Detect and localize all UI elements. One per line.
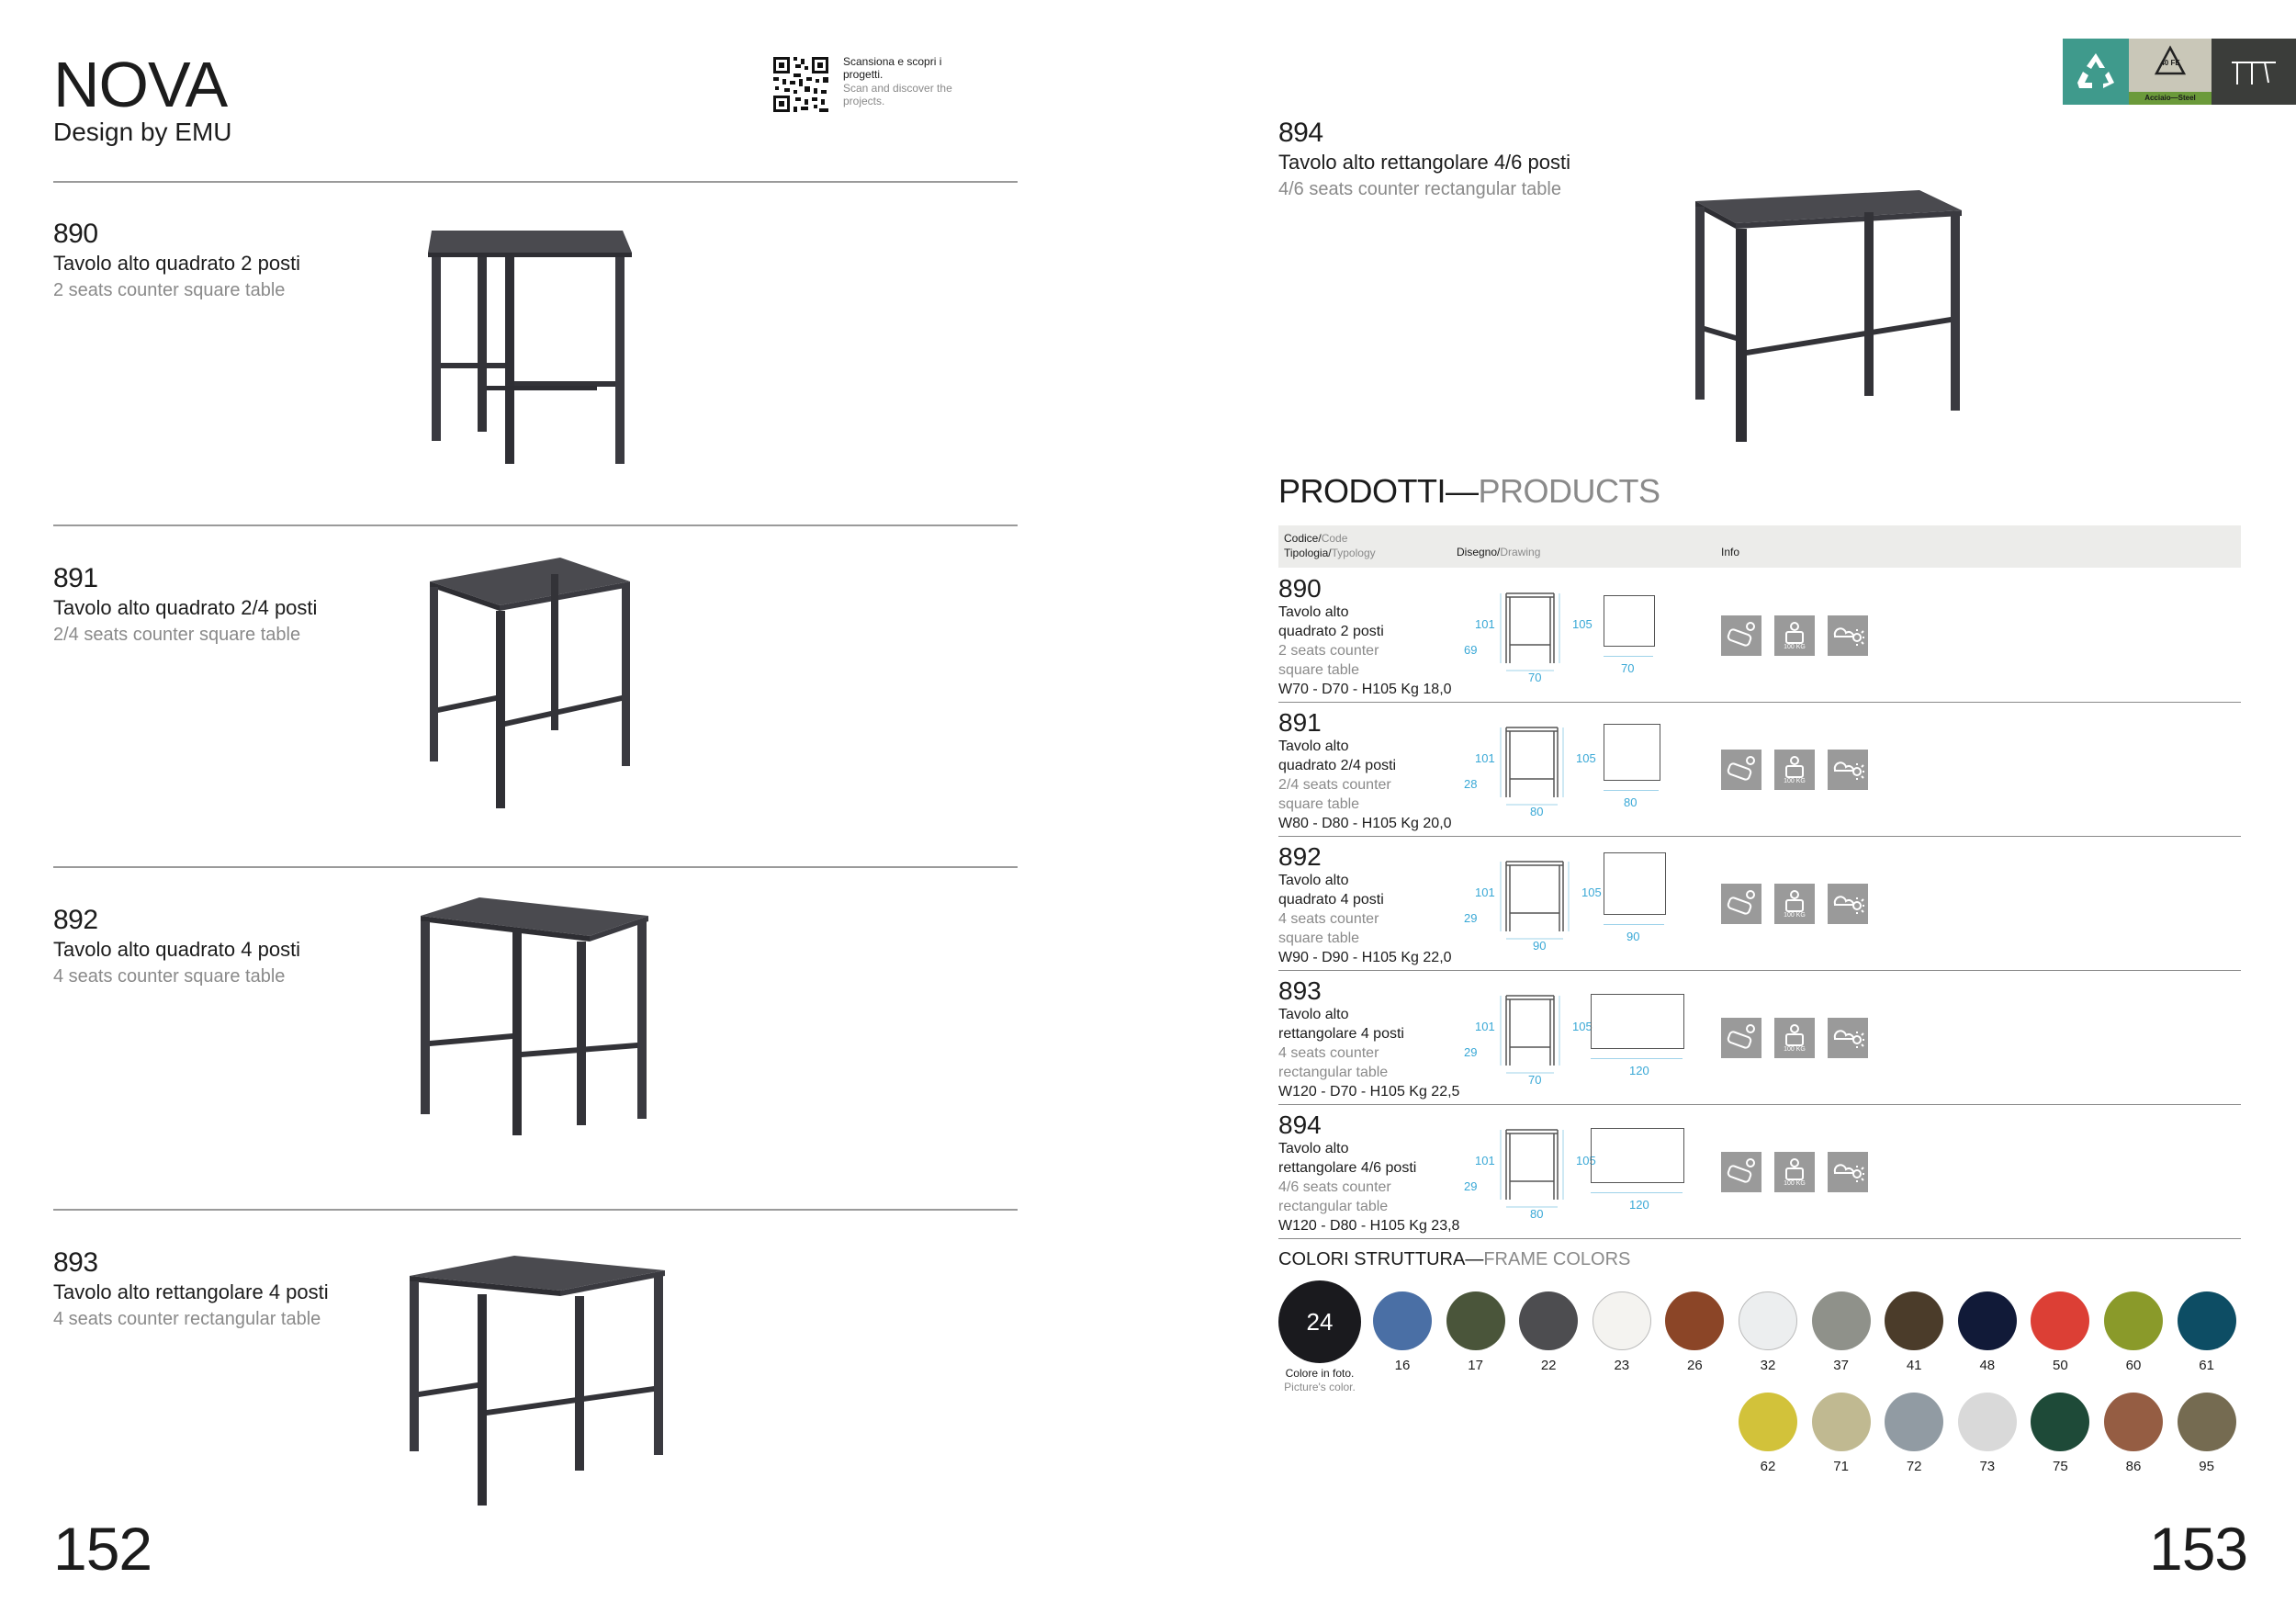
- header-type-en: Typology: [1331, 547, 1376, 559]
- dimension-width: 70: [1528, 671, 1542, 684]
- dimension-height: 105: [1576, 1154, 1596, 1167]
- color-number: 72: [1906, 1459, 1922, 1474]
- dimension-low: 29: [1464, 1179, 1478, 1193]
- color-number: 48: [1979, 1358, 1996, 1373]
- color-number: 32: [1760, 1358, 1776, 1373]
- product-specs: W80 - D80 - H105 Kg 20,0: [1278, 816, 1452, 831]
- title-separator: —: [1446, 472, 1479, 510]
- color-number: 73: [1979, 1459, 1996, 1474]
- product-specs: W120 - D70 - H105 Kg 22,5: [1278, 1084, 1460, 1100]
- row-divider: [1278, 702, 2241, 703]
- dimension-top: 101: [1475, 617, 1495, 631]
- header-drawing-en: Drawing: [1500, 546, 1541, 558]
- products-title-en: PRODUCTS: [1478, 472, 1660, 510]
- color-swatch[interactable]: [2104, 1393, 2163, 1451]
- product-code: 892: [1278, 842, 1322, 871]
- product-name-en: square table: [1278, 930, 1360, 946]
- divider: [53, 866, 1018, 868]
- product-name-it: quadrato 2 posti: [1278, 624, 1384, 639]
- product-row: [1278, 570, 2241, 704]
- header-drawing-it: Disegno/: [1457, 546, 1501, 558]
- color-swatch[interactable]: [1958, 1393, 2017, 1451]
- dimension-height: 105: [1576, 751, 1596, 765]
- clean-icon: [1721, 1152, 1761, 1192]
- color-swatch[interactable]: [1593, 1291, 1651, 1350]
- product-code: 891: [1278, 708, 1322, 737]
- plan-drawing: [1604, 852, 1666, 915]
- color-swatch[interactable]: [2178, 1291, 2236, 1350]
- elevation-drawing: [1499, 720, 1572, 812]
- header-type-it: Tipologia/: [1284, 547, 1332, 559]
- product-name-en: rectangular table: [1278, 1065, 1389, 1080]
- dimension-low: 69: [1464, 643, 1478, 657]
- divider: [53, 1209, 1018, 1211]
- item-code: 892: [53, 905, 98, 935]
- product-specs: W90 - D90 - H105 Kg 22,0: [1278, 950, 1452, 965]
- qr-caption-en: Scan and discover the projects.: [843, 82, 952, 107]
- dimension-height: 105: [1581, 885, 1602, 899]
- clean-icon: [1721, 884, 1761, 924]
- title-separator: —: [1465, 1249, 1484, 1269]
- color-number: 75: [2053, 1459, 2068, 1474]
- color-swatch[interactable]: [1519, 1291, 1578, 1350]
- product-name-en: square table: [1278, 662, 1360, 678]
- item-name-it: Tavolo alto quadrato 2 posti: [53, 252, 301, 275]
- clean-icon: [1721, 615, 1761, 656]
- product-row: [1278, 972, 2241, 1106]
- featured-color-swatch[interactable]: [1278, 1280, 1361, 1363]
- header-code-it: Codice/: [1284, 532, 1322, 545]
- products-title: [1278, 472, 1660, 511]
- dimension-height: 105: [1572, 617, 1593, 631]
- product-name-en: 2/4 seats counter: [1278, 777, 1391, 793]
- elevation-drawing: [1499, 586, 1572, 678]
- colors-title-it: COLORI STRUTTURA: [1278, 1249, 1466, 1269]
- row-divider: [1278, 970, 2241, 971]
- color-swatch[interactable]: [1446, 1291, 1505, 1350]
- list-item: [53, 563, 317, 646]
- product-name-it: Tavolo alto: [1278, 1007, 1349, 1022]
- product-name-it: Tavolo alto: [1278, 1141, 1349, 1156]
- colors-title-en: FRAME COLORS: [1483, 1249, 1631, 1269]
- product-specs: W70 - D70 - H105 Kg 18,0: [1278, 682, 1452, 697]
- product-code: 890: [1278, 574, 1322, 603]
- dimension-top: 101: [1475, 885, 1495, 899]
- item-name-en: 2/4 seats counter square table: [53, 625, 301, 645]
- color-swatch[interactable]: [1812, 1291, 1871, 1350]
- list-item: [53, 905, 300, 987]
- dimension-depth: 80: [1624, 795, 1638, 809]
- dimension-width: 70: [1528, 1073, 1542, 1087]
- weather-icon: [1828, 884, 1868, 924]
- weight-label: 100 KG: [1784, 778, 1806, 784]
- page-number: 153: [2149, 1515, 2248, 1583]
- plan-dimension-line: [1604, 924, 1664, 925]
- plan-drawing: [1591, 994, 1684, 1049]
- clean-icon: [1721, 750, 1761, 790]
- product-name-it: quadrato 2/4 posti: [1278, 758, 1397, 773]
- color-number: 62: [1760, 1459, 1776, 1474]
- qr-caption-it: Scansiona e scopri i progetti.: [843, 55, 942, 81]
- product-row: [1278, 1106, 2241, 1240]
- products-table: [1278, 570, 2241, 1240]
- table-icon: [2212, 39, 2296, 105]
- plan-drawing: [1604, 724, 1660, 781]
- featured-color-caption-en: Picture's color.: [1284, 1381, 1356, 1393]
- product-code: 893: [1278, 976, 1322, 1005]
- dimension-width: 80: [1530, 1207, 1544, 1221]
- item-name-it: Tavolo alto rettangolare 4 posti: [53, 1280, 329, 1303]
- dimension-height: 105: [1572, 1020, 1593, 1033]
- product-name-en: rectangular table: [1278, 1199, 1389, 1214]
- weight-icon: [1774, 1152, 1815, 1192]
- featured-item: [1278, 118, 1570, 200]
- dimension-low: 29: [1464, 911, 1478, 925]
- table-image: [404, 1254, 670, 1511]
- brand-title: NOVA: [53, 49, 228, 120]
- product-row: [1278, 704, 2241, 838]
- dimension-depth: 90: [1626, 930, 1640, 943]
- product-name-it: Tavolo alto: [1278, 604, 1349, 620]
- dimension-top: 101: [1475, 1020, 1495, 1033]
- product-name-en: 4 seats counter: [1278, 911, 1379, 927]
- color-swatch[interactable]: [2031, 1291, 2089, 1350]
- item-code: 894: [1278, 118, 1323, 148]
- product-name-it: rettangolare 4/6 posti: [1278, 1160, 1417, 1176]
- elevation-drawing: [1499, 1122, 1572, 1214]
- dimension-low: 28: [1464, 777, 1478, 791]
- plan-drawing: [1604, 595, 1655, 647]
- item-name-en: 2 seats counter square table: [53, 280, 286, 300]
- color-swatch[interactable]: [2031, 1393, 2089, 1451]
- color-number: 26: [1687, 1358, 1703, 1373]
- item-name-it: Tavolo alto quadrato 2/4 posti: [53, 596, 318, 619]
- dimension-width: 90: [1533, 939, 1547, 953]
- color-number: 61: [2199, 1358, 2214, 1373]
- item-code: 891: [53, 563, 98, 593]
- product-name-en: 2 seats counter: [1278, 643, 1379, 659]
- weight-label: 100 KG: [1784, 1046, 1806, 1053]
- color-swatch[interactable]: [2104, 1291, 2163, 1350]
- item-name-en: 4 seats counter rectangular table: [53, 1309, 321, 1329]
- products-table-header: [1278, 525, 2241, 568]
- product-specs: W120 - D80 - H105 Kg 23,8: [1278, 1218, 1460, 1234]
- weight-icon: [1774, 750, 1815, 790]
- product-row: [1278, 838, 2241, 972]
- color-number: 17: [1468, 1358, 1483, 1373]
- elevation-drawing: [1499, 854, 1572, 946]
- color-number: 23: [1614, 1358, 1630, 1373]
- item-name-en: 4/6 seats counter rectangular table: [1278, 179, 1561, 199]
- item-name-it: Tavolo alto quadrato 4 posti: [53, 938, 301, 961]
- dimension-depth: 120: [1629, 1064, 1649, 1077]
- item-name-it: Tavolo alto rettangolare 4/6 posti: [1278, 151, 1570, 174]
- dimension-width: 80: [1530, 805, 1544, 818]
- weather-icon: [1828, 750, 1868, 790]
- recycle-icon: [2063, 39, 2129, 105]
- colors-title: [1278, 1249, 1630, 1270]
- plan-dimension-line: [1591, 1058, 1683, 1059]
- product-name-it: Tavolo alto: [1278, 739, 1349, 754]
- color-swatch[interactable]: [2178, 1393, 2236, 1451]
- products-title-it: PRODOTTI: [1278, 472, 1446, 510]
- color-swatch[interactable]: [1739, 1291, 1797, 1350]
- color-number: 22: [1540, 1358, 1557, 1373]
- product-name-it: quadrato 4 posti: [1278, 892, 1384, 908]
- steel-badge: [2129, 39, 2212, 105]
- item-code: 890: [53, 219, 98, 249]
- table-image: [424, 556, 636, 813]
- featured-color-number: 24: [1306, 1308, 1334, 1336]
- item-name-en: 4 seats counter square table: [53, 966, 286, 987]
- weight-label: 100 KG: [1784, 644, 1806, 650]
- page-number: 152: [53, 1515, 152, 1583]
- divider: [53, 181, 1018, 183]
- product-name-it: Tavolo alto: [1278, 873, 1349, 888]
- color-swatch[interactable]: [1739, 1393, 1797, 1451]
- color-number: 41: [1906, 1358, 1922, 1373]
- divider: [53, 524, 1018, 526]
- plan-drawing: [1591, 1128, 1684, 1183]
- color-number: 71: [1833, 1459, 1849, 1474]
- product-name-en: 4 seats counter: [1278, 1045, 1379, 1061]
- steel-code: 40 FE: [2160, 59, 2180, 67]
- weather-icon: [1828, 1152, 1868, 1192]
- color-number: 37: [1833, 1358, 1849, 1373]
- weight-icon: [1774, 615, 1815, 656]
- color-number: 16: [1394, 1358, 1411, 1373]
- weight-label: 100 KG: [1784, 912, 1806, 919]
- row-divider: [1278, 836, 2241, 837]
- weight-icon: [1774, 1018, 1815, 1058]
- color-number: 86: [2125, 1459, 2142, 1474]
- color-swatch[interactable]: [1812, 1393, 1871, 1451]
- color-swatch[interactable]: [1885, 1393, 1943, 1451]
- product-name-en: square table: [1278, 796, 1360, 812]
- product-name-it: rettangolare 4 posti: [1278, 1026, 1404, 1042]
- weather-icon: [1828, 615, 1868, 656]
- plan-dimension-line: [1604, 790, 1659, 791]
- color-swatch[interactable]: [1885, 1291, 1943, 1350]
- qr-code-icon[interactable]: [771, 55, 830, 114]
- table-image: [415, 896, 654, 1162]
- plan-dimension-line: [1604, 656, 1653, 657]
- color-number: 60: [2125, 1358, 2142, 1373]
- item-code: 893: [53, 1247, 98, 1278]
- list-item: [53, 1247, 329, 1330]
- dimension-low: 29: [1464, 1045, 1478, 1059]
- dimension-depth: 120: [1629, 1198, 1649, 1212]
- weight-icon: [1774, 884, 1815, 924]
- color-number: 95: [2199, 1459, 2214, 1474]
- table-type-badge: [2212, 39, 2296, 105]
- table-image: [1690, 188, 1965, 445]
- header-info: Info: [1721, 546, 1740, 558]
- color-number: 50: [2053, 1358, 2068, 1373]
- recycle-badge: [2063, 39, 2129, 105]
- row-divider: [1278, 1238, 2241, 1239]
- dimension-top: 101: [1475, 1154, 1495, 1167]
- steel-label: Acciaio—Steel: [2129, 92, 2212, 105]
- featured-color-caption-it: Colore in foto.: [1285, 1367, 1355, 1380]
- weather-icon: [1828, 1018, 1868, 1058]
- list-item: [53, 219, 300, 301]
- clean-icon: [1721, 1018, 1761, 1058]
- brand-subtitle: Design by EMU: [53, 118, 232, 146]
- plan-dimension-line: [1591, 1192, 1683, 1193]
- header-code-en: Code: [1321, 532, 1348, 545]
- product-code: 894: [1278, 1111, 1322, 1139]
- color-swatch[interactable]: [1958, 1291, 2017, 1350]
- row-divider: [1278, 1104, 2241, 1105]
- elevation-drawing: [1499, 988, 1572, 1080]
- weight-label: 100 KG: [1784, 1180, 1806, 1187]
- color-swatch[interactable]: [1665, 1291, 1724, 1350]
- table-image: [422, 225, 634, 473]
- dimension-top: 101: [1475, 751, 1495, 765]
- dimension-depth: 70: [1621, 661, 1635, 675]
- color-swatch[interactable]: [1373, 1291, 1432, 1350]
- product-name-en: 4/6 seats counter: [1278, 1179, 1391, 1195]
